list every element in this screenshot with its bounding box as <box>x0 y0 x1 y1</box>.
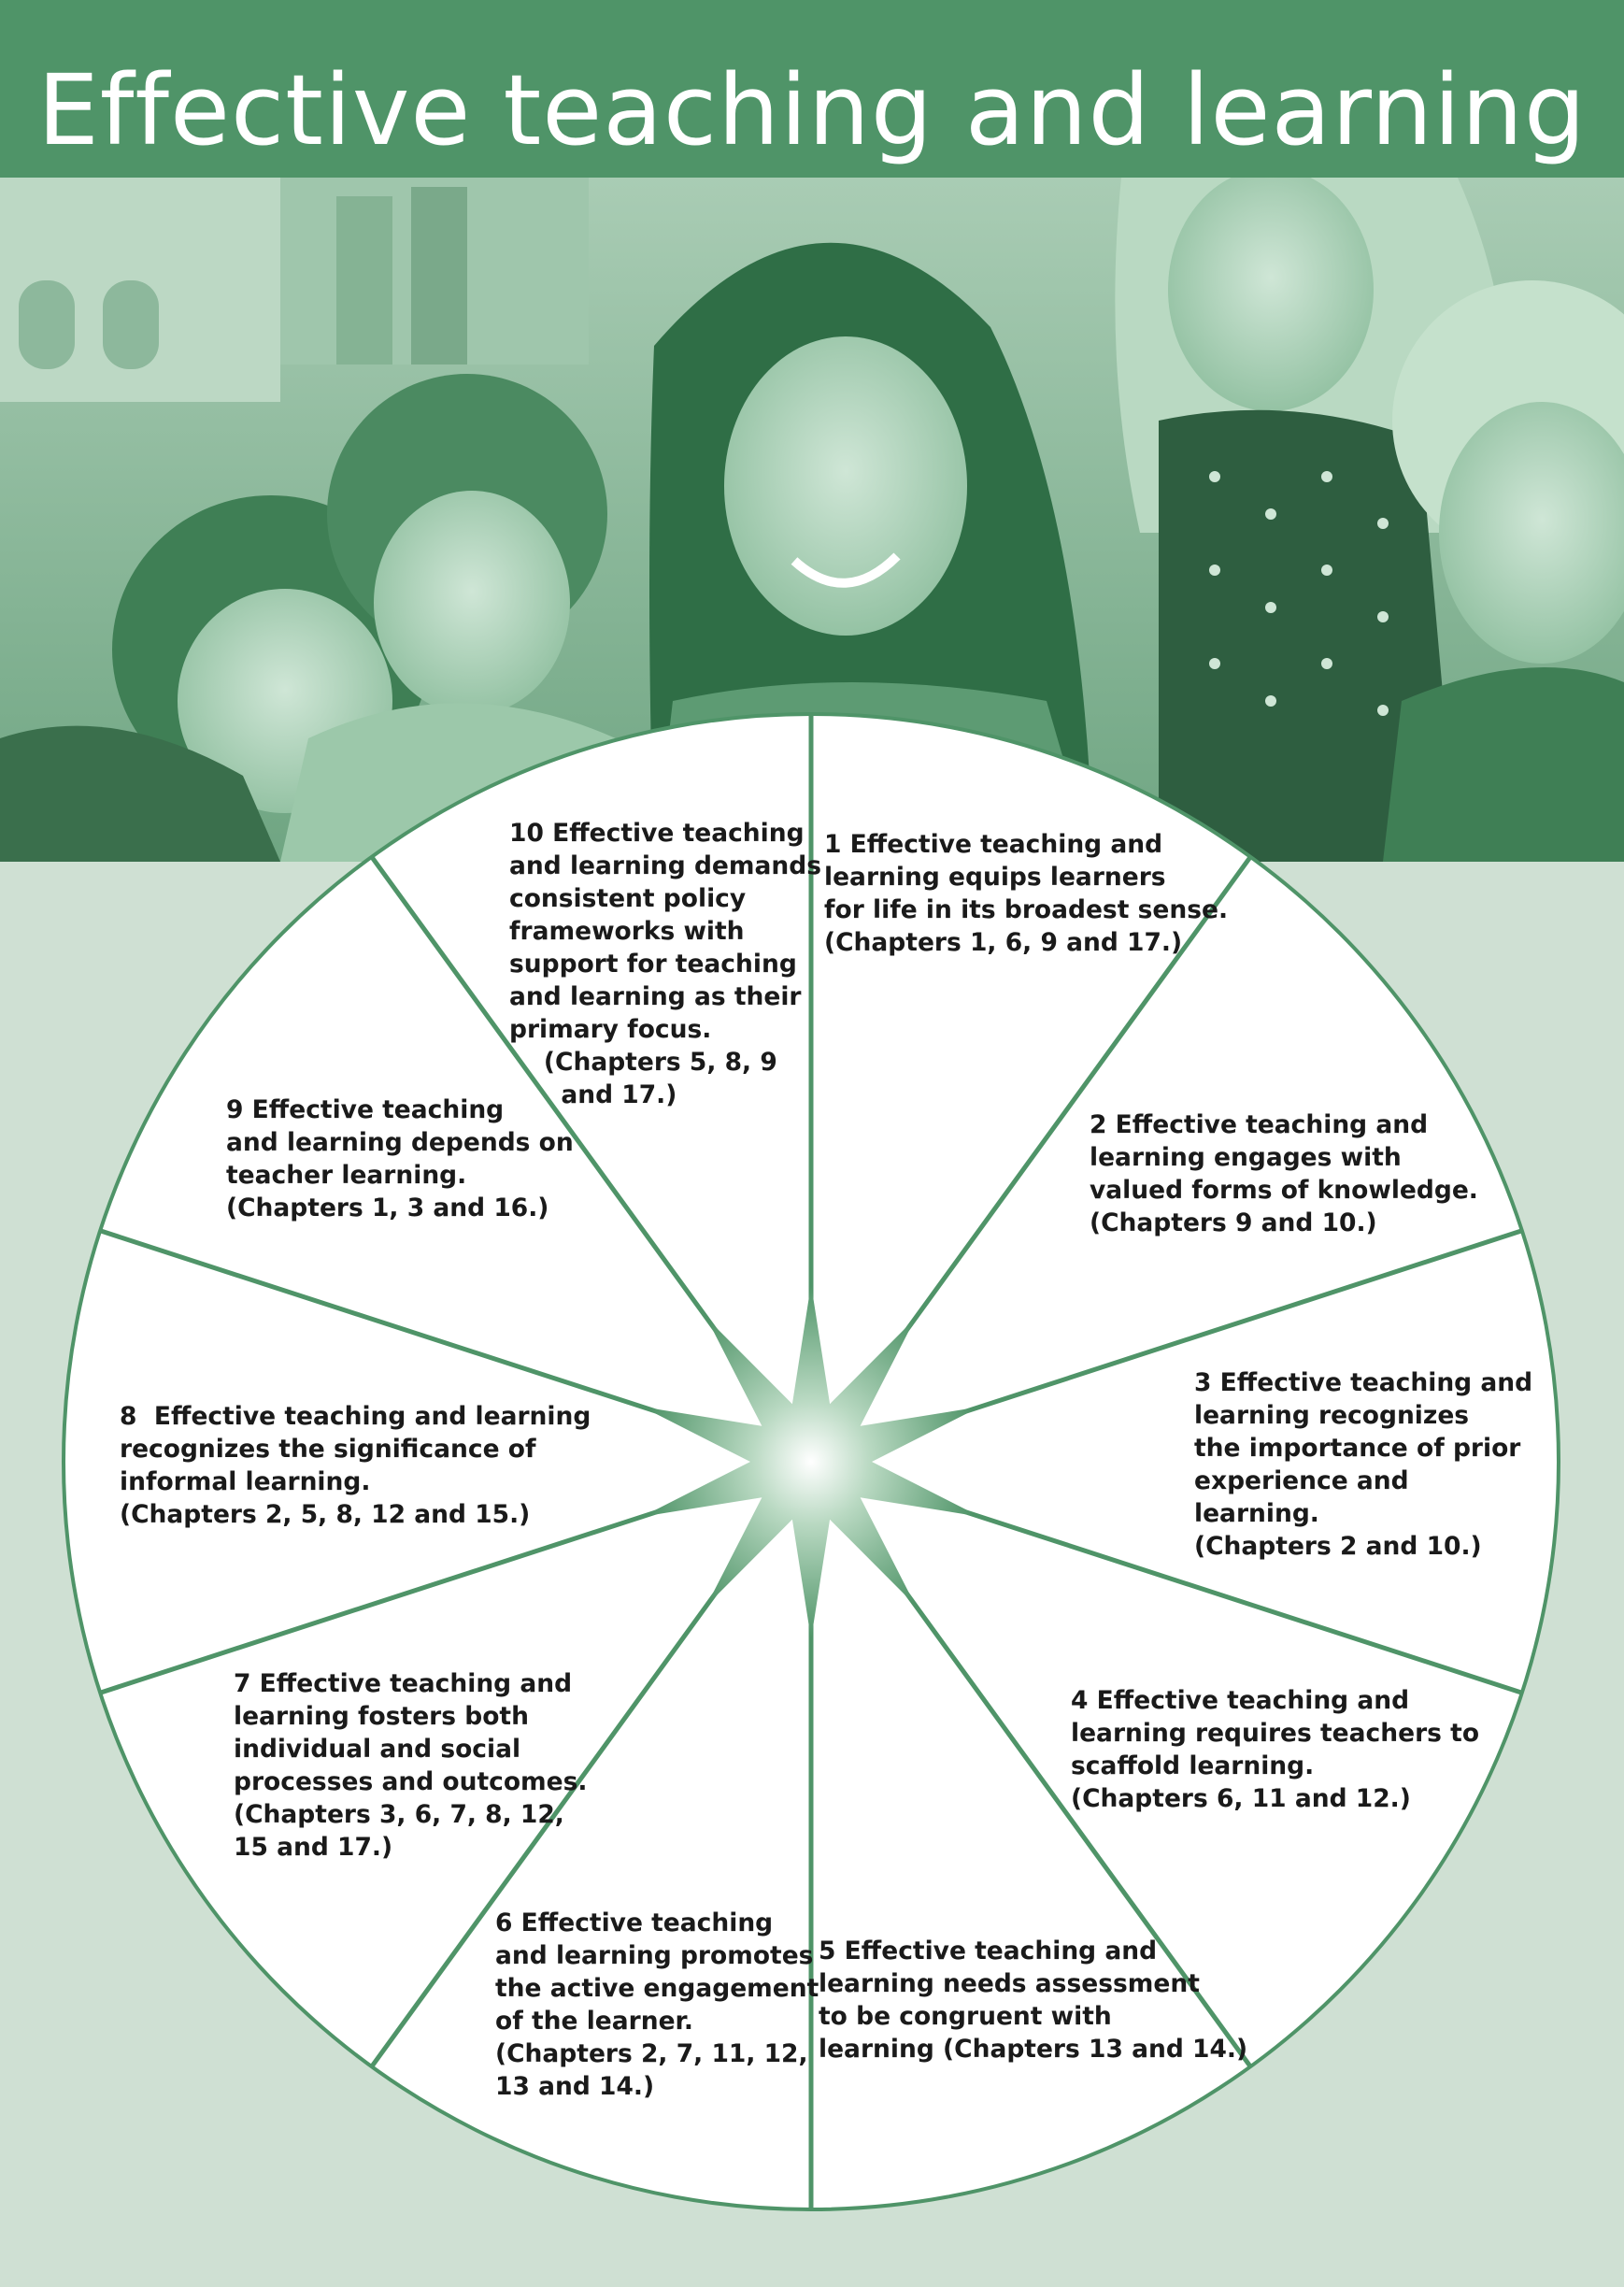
principle-5-line: to be congruent with <box>819 2002 1112 2031</box>
principle-10-line: and 17.) <box>509 1080 677 1109</box>
principle-2-line: valued forms of knowledge. <box>1090 1176 1478 1205</box>
principle-10-line: and learning as their <box>509 982 802 1011</box>
principle-3-line: 3 Effective teaching and <box>1194 1368 1533 1397</box>
principle-5-line: learning (Chapters 13 and 14.) <box>819 2035 1248 2064</box>
principle-1-line: (Chapters 1, 6, 9 and 17.) <box>824 928 1183 957</box>
principle-2-line: learning engages with <box>1090 1143 1402 1172</box>
principle-4-line: (Chapters 6, 11 and 12.) <box>1071 1784 1411 1813</box>
principle-3-line: experience and <box>1194 1466 1409 1495</box>
principle-4-line: scaffold learning. <box>1071 1751 1315 1780</box>
principle-8 <box>120 1400 591 1531</box>
principle-6 <box>495 1907 819 2103</box>
principle-1-line: learning equips learners <box>824 863 1166 892</box>
principle-7-line: 15 and 17.) <box>234 1833 393 1862</box>
principle-9 <box>226 1093 574 1224</box>
principle-6-line: (Chapters 2, 7, 11, 12, <box>495 2039 808 2068</box>
principle-9-line: teacher learning. <box>226 1161 467 1190</box>
principle-4-line: 4 Effective teaching and <box>1071 1686 1410 1715</box>
principle-3 <box>1194 1366 1532 1563</box>
principle-7-line: individual and social <box>234 1735 521 1764</box>
principle-4-line: learning requires teachers to <box>1071 1719 1480 1748</box>
principle-3-line: learning recognizes <box>1194 1401 1470 1430</box>
principle-7-line: (Chapters 3, 6, 7, 8, 12, <box>234 1800 564 1829</box>
principle-5 <box>819 1935 1247 2065</box>
principle-9-line: 9 Effective teaching <box>226 1095 505 1124</box>
principle-3-line: (Chapters 2 and 10.) <box>1194 1532 1482 1561</box>
principle-2 <box>1090 1108 1478 1239</box>
principle-2-line: 2 Effective teaching and <box>1090 1110 1429 1139</box>
principle-4 <box>1071 1684 1479 1815</box>
principle-5-line: 5 Effective teaching and <box>819 1937 1158 1965</box>
principle-2-line: (Chapters 9 and 10.) <box>1090 1208 1377 1237</box>
principle-3-line: learning. <box>1194 1499 1319 1528</box>
principle-1-line: 1 Effective teaching and <box>824 830 1163 859</box>
principle-10-line: (Chapters 5, 8, 9 <box>509 1048 777 1077</box>
principle-6-line: and learning promotes <box>495 1941 814 1970</box>
principle-6-line: 6 Effective teaching <box>495 1908 774 1937</box>
principle-9-line: (Chapters 1, 3 and 16.) <box>226 1194 549 1222</box>
principle-1 <box>824 828 1228 959</box>
principle-8-line: 8 Effective teaching and learning <box>120 1402 591 1431</box>
principle-7-line: 7 Effective teaching and <box>234 1669 573 1698</box>
principle-8-line: recognizes the significance of <box>120 1435 536 1464</box>
principle-8-line: (Chapters 2, 5, 8, 12 and 15.) <box>120 1500 531 1529</box>
principle-10-line: 10 Effective teaching <box>509 819 805 848</box>
principle-7-line: learning fosters both <box>234 1702 529 1731</box>
principle-7-line: processes and outcomes. <box>234 1767 588 1796</box>
principle-10-line: primary focus. <box>509 1015 712 1044</box>
principle-10 <box>509 817 821 1111</box>
principle-10-line: and learning demands <box>509 851 822 880</box>
principle-9-line: and learning depends on <box>226 1128 574 1157</box>
principle-3-line: the importance of prior <box>1194 1434 1521 1463</box>
principle-7 <box>234 1667 587 1864</box>
page-title: Effective teaching and learning <box>37 53 1587 167</box>
principle-10-line: support for teaching <box>509 950 797 979</box>
principle-10-line: consistent policy <box>509 884 747 913</box>
principle-10-line: frameworks with <box>509 917 745 946</box>
principle-6-line: 13 and 14.) <box>495 2072 655 2101</box>
principle-8-line: informal learning. <box>120 1467 371 1496</box>
principle-1-line: for life in its broadest sense. <box>824 895 1229 924</box>
principle-6-line: of the learner. <box>495 2007 693 2036</box>
principle-5-line: learning needs assessment <box>819 1969 1200 1998</box>
principle-6-line: the active engagement <box>495 1974 819 2003</box>
